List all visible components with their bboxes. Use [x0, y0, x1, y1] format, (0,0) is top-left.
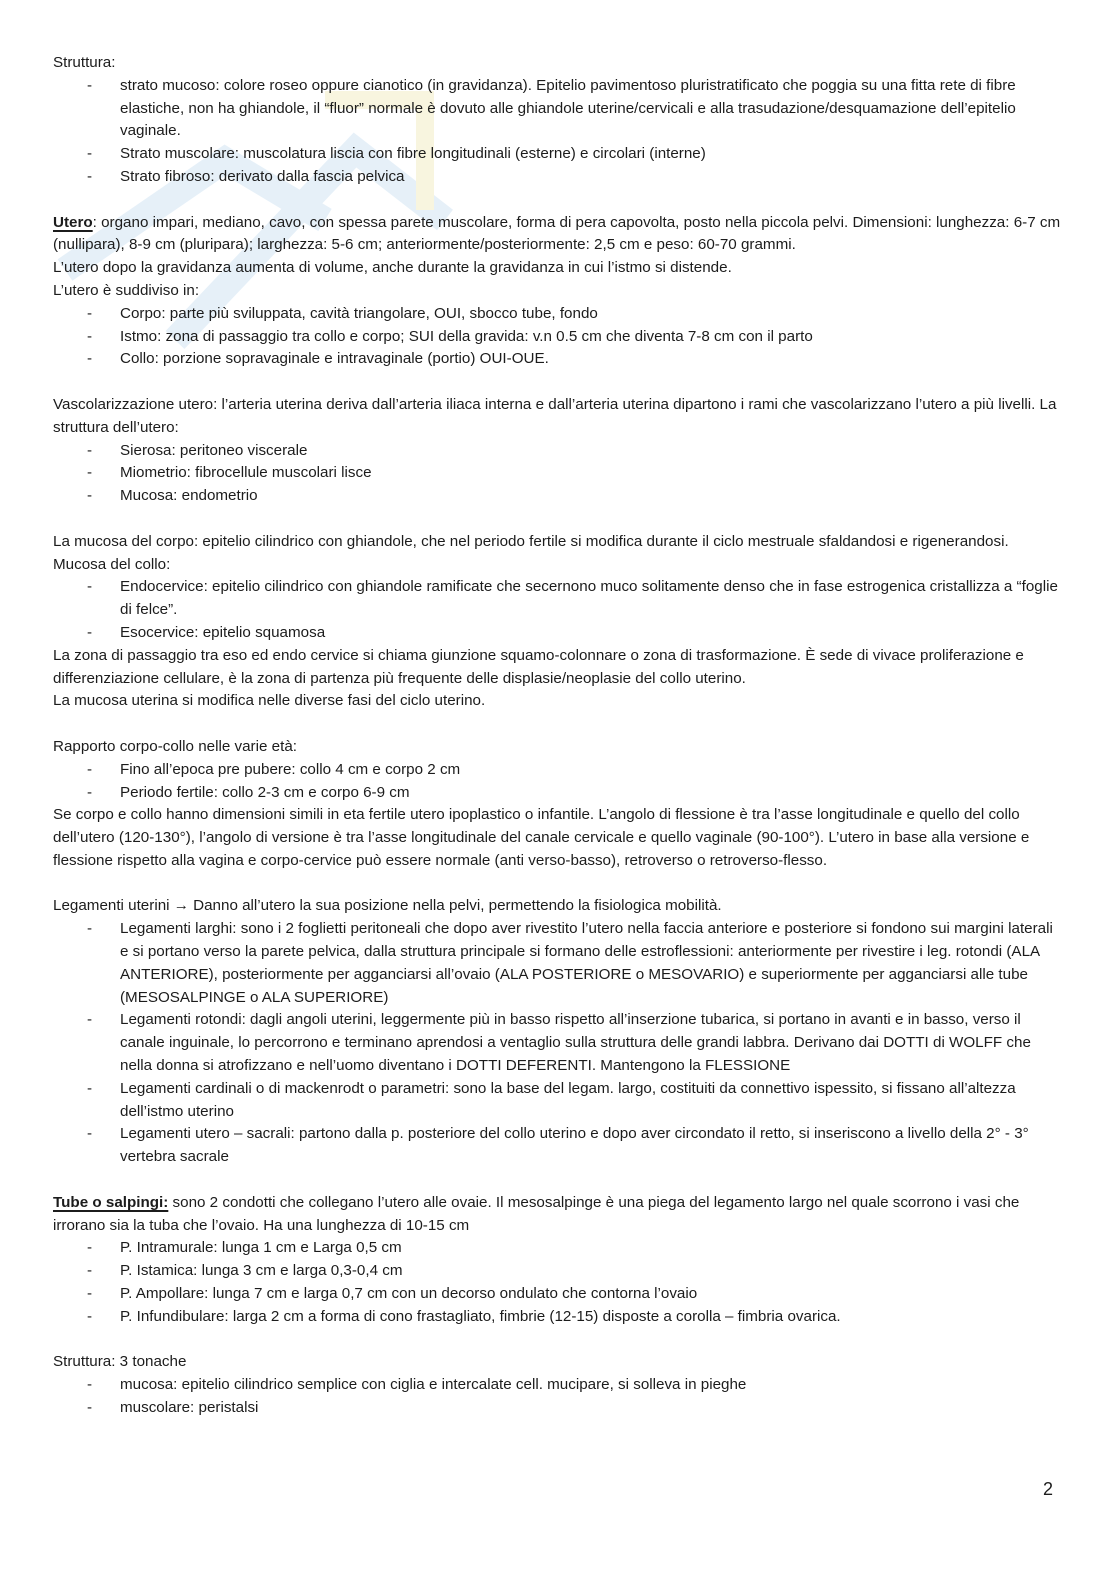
- mucosa-corpo-paragraph: La mucosa del corpo: epitelio cilindrico con ghiandole, che nel periodo fertile si modifica durante il ciclo mestruale sfaldandosi e rigenerandosi.: [53, 532, 1009, 550]
- list-item: - Legamenti cardinali o di mackenrodt o parametri: sono la base del legam. largo, costituiti da connettivo ispessito, si fissano all’altezza dell’istmo uterino: [53, 1078, 1063, 1124]
- list-item: - Esocervice: epitelio squamosa: [53, 622, 1063, 645]
- list-item: - Legamenti larghi: sono i 2 foglietti peritoneali che dopo aver rivestito l’utero nella faccia anteriore e posteriore si fondono sui margini laterali e si portano verso la parete pelvica, dalla struttura principale si formano delle estroflessioni: anteriormente per rivestire i leg. rotondi (ALA ANTERIORE), posteriormente per agganciarsi all’ovaio (ALA POSTERIORE o MESOVARIO) e superiormente per agganciarsi alle tube (MESOSALPINGE o ALA SUPERIORE): [53, 918, 1063, 1009]
- vagina-struttura-list: [53, 75, 1063, 189]
- list-item: - Mucosa: endometrio: [53, 485, 1063, 508]
- list-item: - Fino all’epoca pre pubere: collo 4 cm e corpo 2 cm: [53, 759, 1063, 782]
- utero-heading: Utero: [53, 213, 93, 231]
- giunzione-paragraph: La zona di passaggio tra eso ed endo cervice si chiama giunzione squamo-colonnare o zona di trasformazione. È sede di vivace proliferazione e differenziazione cellulare, è la zona di partenza più frequente delle displasie/neoplasie del collo uterino.: [53, 646, 1024, 687]
- list-item: - Corpo: parte più sviluppata, cavità triangolare, OUI, sbocco tube, fondo: [53, 303, 1063, 326]
- rapporto-title: Rapporto corpo-collo nelle varie età:: [53, 737, 297, 755]
- rapporto-list: [53, 759, 1063, 805]
- document-page: [53, 52, 1063, 1420]
- vascolarizzazione-paragraph: Vascolarizzazione utero: l’arteria uterina deriva dall’arteria iliaca interna e dall’arteria uterina dipartono i rami che vascolarizzano l’utero a più livelli. La struttura dell’utero:: [53, 395, 1057, 436]
- list-item: - Legamenti rotondi: dagli angoli uterini, leggermente più in basso rispetto all’inserzione tubarica, si portano in avanti e in basso, verso il canale inguinale, lo percorrono e terminano aprendosi a ventaglio sulla struttura delle grandi labbra. Derivano dai DOTTI di WOLFF che nella donna si atrofizzano e nell’uomo diventano i DOTTI DEFERENTI. Mantengono la FLESSIONE: [53, 1009, 1063, 1077]
- list-item: - Strato muscolare: muscolatura liscia con fibre longitudinali (esterne) e circolari (interne): [53, 143, 1063, 166]
- mucosa-collo-list: [53, 576, 1063, 644]
- tube-heading: Tube o salpingi:: [53, 1193, 169, 1211]
- list-item: - Istmo: zona di passaggio tra collo e corpo; SUI della gravida: v.n 0.5 cm che diventa 7-8 cm con il parto: [53, 326, 1063, 349]
- tube-intro: sono 2 condotti che collegano l’utero alle ovaie. Il mesosalpinge è una piega del legamento largo nel quale scorrono i vasi che irrorano sia la tuba che l’ovaio. Ha una lunghezza di 10-15 cm: [53, 1193, 1020, 1234]
- tube-parts-list: [53, 1237, 1063, 1328]
- list-item: - P. Ampollare: lunga 7 cm e larga 0,7 cm con un decorso ondulato che contorna l’ovaio: [53, 1283, 1063, 1306]
- vagina-struttura-title: Struttura:: [53, 54, 116, 71]
- utero-paragraph: [53, 212, 1063, 258]
- list-item: - mucosa: epitelio cilindrico semplice con ciglia e intercalate cell. mucipare, si solleva in pieghe: [53, 1374, 1063, 1397]
- tube-struttura-list: [53, 1374, 1063, 1420]
- list-item: - Periodo fertile: collo 2-3 cm e corpo 6-9 cm: [53, 782, 1063, 805]
- mucosa-ciclo-paragraph: La mucosa uterina si modifica nelle diverse fasi del ciclo uterino.: [53, 692, 486, 710]
- list-item: - Collo: porzione sopravaginale e intravaginale (portio) OUI-OUE.: [53, 348, 1063, 371]
- tube-paragraph: [53, 1192, 1063, 1238]
- list-item: - Strato fibroso: derivato dalla fascia pelvica: [53, 166, 1063, 189]
- mucosa-collo-title: Mucosa del collo:: [53, 555, 171, 573]
- utero-intro: : organo impari, mediano, cavo, con spessa parete muscolare, forma di pera capovolta, posto nella piccola pelvi. Dimensioni: lunghezza: 6-7 cm (nullipara), 8-9 cm (pluripara); larghezza: 5-6 cm; anteriormente/posteriormente: 2,5 cm e peso: 60-70 grammi.: [53, 213, 1061, 254]
- struttura-utero-list: [53, 440, 1063, 508]
- list-item: - Legamenti utero – sacrali: partono dalla p. posteriore del collo uterino e dopo aver circondato il retto, si inseriscono a livello della 2° - 3° vertebra sacrale: [53, 1123, 1063, 1169]
- list-item: - P. Istamica: lunga 3 cm e larga 0,3-0,4 cm: [53, 1260, 1063, 1283]
- list-item: - Miometrio: fibrocellule muscolari lisce: [53, 462, 1063, 485]
- utero-line3: L’utero è suddiviso in:: [53, 281, 200, 299]
- utero-parts-list: [53, 303, 1063, 371]
- legamenti-list: [53, 918, 1063, 1169]
- list-item: - P. Intramurale: lunga 1 cm e Larga 0,5 cm: [53, 1237, 1063, 1260]
- list-item: - muscolare: peristalsi: [53, 1397, 1063, 1420]
- tube-struttura-title: Struttura: 3 tonache: [53, 1353, 187, 1371]
- page-number: 2: [1043, 1479, 1054, 1499]
- list-item: - Endocervice: epitelio cilindrico con ghiandole ramificate che secernono muco solitamente denso che in fase estrogenica cristallizza a “foglie di felce”.: [53, 576, 1063, 622]
- list-item: - Sierosa: peritoneo viscerale: [53, 440, 1063, 463]
- list-item: - strato mucoso: colore roseo oppure cianotico (in gravidanza). Epitelio pavimentoso pluristratificato che poggia su una fitta rete di fibre elastiche, non ha ghiandole, il “fluor” normale è dovuto alle ghiandole uterine/cervicali e alla trasudazione/desquamazione dell’epitelio vaginale.: [53, 75, 1063, 143]
- rapporto-paragraph: Se corpo e collo hanno dimensioni simili in eta fertile utero ipoplastico o infantile. L’angolo di flessione è tra l’asse longitudinale e quello del collo dell’utero (120-130°), l’angolo di versione è tra l’asse longitudinale del canale cervicale e quello vaginale (90-100°). L’utero in base alla versione e flessione rispetto alla vagina e corpo-cervice può essere normale (anti verso-basso), retroverso o retroverso-flesso.: [53, 806, 1030, 869]
- legamenti-title: Legamenti uterini → Danno all’utero la sua posizione nella pelvi, permettendo la fisiologica mobilità.: [53, 897, 722, 915]
- list-item: - P. Infundibulare: larga 2 cm a forma di cono frastagliato, fimbrie (12-15) disposte a corolla – fimbria ovarica.: [53, 1306, 1063, 1329]
- utero-line2: L’utero dopo la gravidanza aumenta di volume, anche durante la gravidanza in cui l’istmo si distende.: [53, 259, 732, 277]
